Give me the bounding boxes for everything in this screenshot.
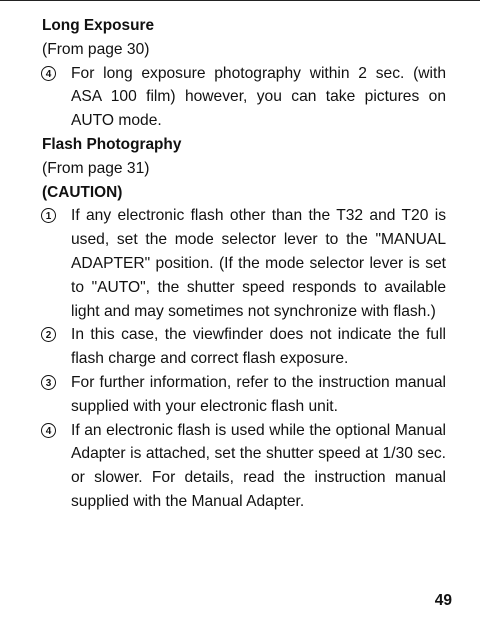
- flash-item-3: [42, 371, 446, 419]
- flash-photography-section: [42, 133, 446, 514]
- long-exposure-page-reference: (From page 30): [42, 40, 150, 58]
- caution-heading: (CAUTION): [42, 183, 123, 201]
- flash-photography-heading: Flash Photography: [42, 135, 182, 153]
- item-text: For further information, refer to the instruction manual supplied with your electronic flash unit.: [71, 373, 446, 415]
- long-exposure-item-4: [42, 62, 446, 133]
- flash-photography-page-reference: (From page 31): [42, 159, 150, 177]
- circled-number-4-icon: 4: [41, 66, 56, 81]
- circled-number-4-icon: 4: [41, 423, 56, 438]
- item-text: If any electronic flash other than the T32 and T20 is used, set the mode selector lever to the "MANUAL ADAPTER" position. (If the mode selector lever is set to "AUTO", the shutter speed responds to available light and may sometimes not synchronize with flash.): [71, 207, 446, 320]
- circled-number-3-icon: 3: [41, 375, 56, 390]
- long-exposure-heading: Long Exposure: [42, 17, 155, 34]
- circled-number-1-icon: 1: [41, 208, 56, 223]
- item-text: In this case, the viewfinder does not indicate the full flash charge and correct flash exposure.: [71, 326, 446, 368]
- item-text: If an electronic flash is used while the optional Manual Adapter is attached, set the shutter speed at 1/30 sec. or slower. For details, read the instruction manual supplied with the Manual Adapter.: [71, 421, 446, 510]
- manual-page: [42, 14, 446, 514]
- page-number: 49: [434, 592, 452, 609]
- flash-item-1: [42, 204, 446, 323]
- flash-item-4: [42, 419, 446, 514]
- top-rule: [0, 0, 480, 1]
- item-text: For long exposure photography within 2 sec. (with ASA 100 film) however, you can take pictures on AUTO mode.: [71, 64, 446, 130]
- flash-item-2: [42, 323, 446, 371]
- circled-number-2-icon: 2: [41, 327, 56, 342]
- long-exposure-section: [42, 14, 446, 133]
